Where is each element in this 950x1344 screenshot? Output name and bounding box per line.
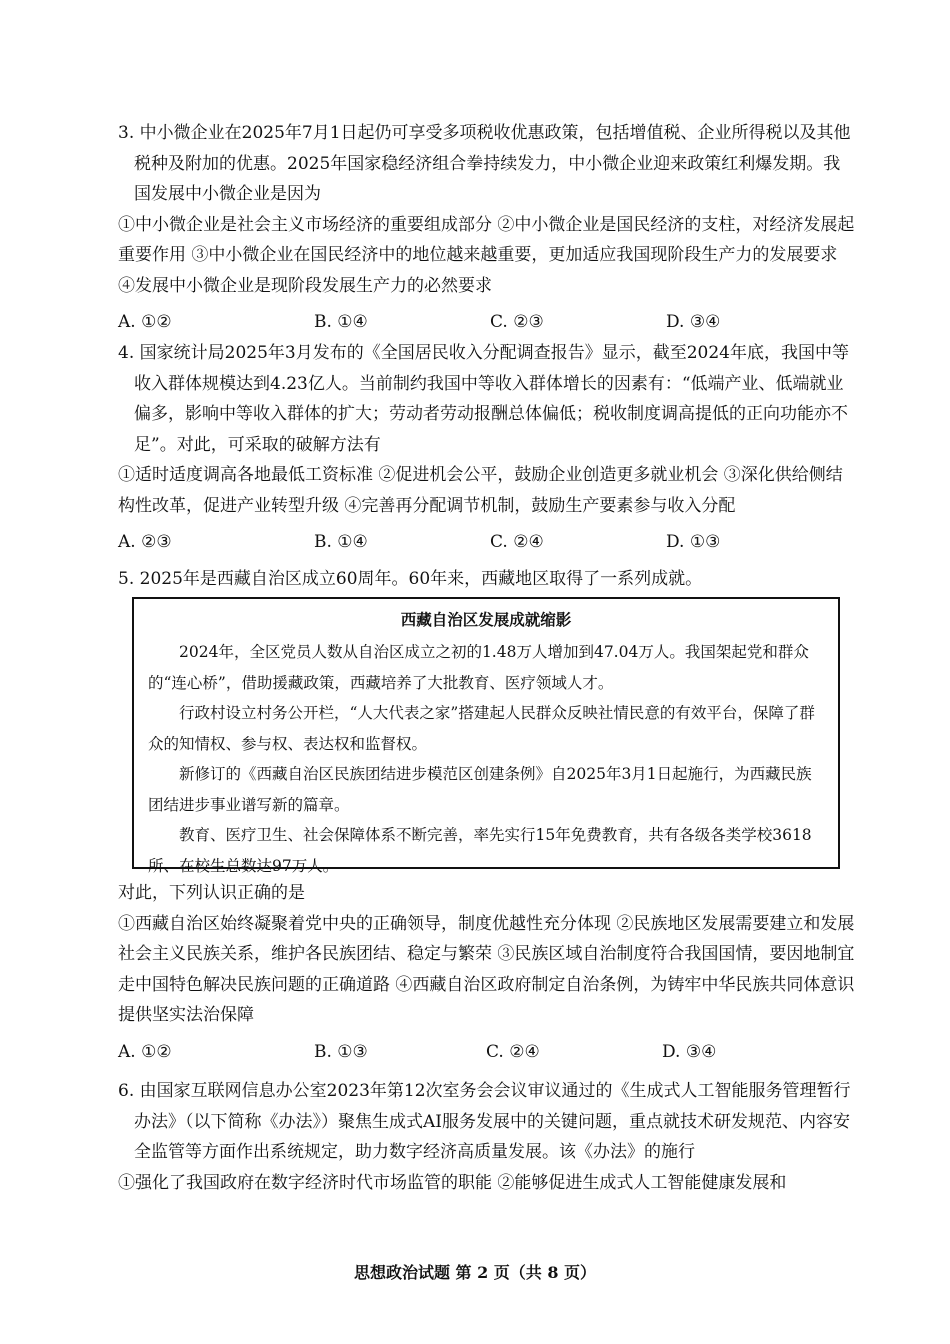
question-4-stem: 4. 国家统计局2025年3月发布的《全国居民收入分配调查报告》显示，截至2024年底，我国中等收入群体规模达到4.23亿人。当前制约我国中等收入群体增长的因素有：“低端产业、低端就业偏多，影响中等收入群体的扩大；劳动者劳动报酬总体偏低；税收制度调高提低的正向功能亦不足”。对此，可采取的破解方法有 xyxy=(118,343,849,455)
question-5-prompt: 对此，下列认识正确的是 xyxy=(118,883,305,903)
question-4-options xyxy=(118,527,856,558)
question-5-stem-block xyxy=(118,564,856,595)
question-6 xyxy=(118,1076,856,1198)
question-5-stem: 5. 2025年是西藏自治区成立60周年。60年来，西藏地区取得了一系列成就。 xyxy=(118,569,703,589)
option-d: D. ③④ xyxy=(662,1041,717,1062)
tibet-achievements-box xyxy=(132,597,840,875)
option-b: B. ①④ xyxy=(314,532,368,552)
question-5-body xyxy=(118,878,856,1067)
option-d: D. ③④ xyxy=(666,312,721,332)
page-footer: 思想政治试题 第 2 页（共 8 页） xyxy=(353,1263,597,1282)
box-paragraph-3: 新修订的《西藏自治区民族团结进步模范区创建条例》自2025年3月1日起施行，为西藏民族团结进步事业谱写新的篇章。 xyxy=(148,765,812,814)
question-3-statements: ①中小微企业是社会主义市场经济的重要组成部分 ②中小微企业是国民经济的支柱，对经济发展起重要作用 ③中小微企业在国民经济中的地位越来越重要，更加适应我国现阶段生产力的发展要求 ④发展中小微企业是现阶段发展生产力的必然要求 xyxy=(118,214,855,296)
question-3-options xyxy=(118,307,856,338)
question-6-stem: 6. 由国家互联网信息办公室2023年第12次室务会会议审议通过的《生成式人工智能服务管理暂行办法》（以下简称《办法》）聚焦生成式AI服务发展中的关键问题，重点就技术研发规范、内容安全监管等方面作出系统规定，助力数字经济高质量发展。该《办法》的施行 xyxy=(118,1081,851,1162)
option-c: C. ②④ xyxy=(486,1041,540,1062)
question-5-options xyxy=(118,1037,856,1068)
question-4 xyxy=(118,338,856,558)
question-6-statements: ①强化了我国政府在数字经济时代市场监管的职能 ②能够促进生成式人工智能健康发展和 xyxy=(118,1172,787,1193)
option-d: D. ①③ xyxy=(666,532,721,552)
option-c: C. ②④ xyxy=(490,532,544,552)
box-paragraph-2: 行政村设立村务公开栏，“人大代表之家”搭建起人民群众反映社情民意的有效平台，保障了群众的知情权、参与权、表达权和监督权。 xyxy=(148,704,815,753)
option-c: C. ②③ xyxy=(490,312,544,332)
question-3-stem: 3. 中小微企业在2025年7月1日起仍可享受多项税收优惠政策，包括增值税、企业所得税以及其他税种及附加的优惠。2025年国家稳经济组合拳持续发力，中小微企业迎来政策红利爆发期。我国发展中小微企业是因为 xyxy=(118,123,851,204)
question-5-statements: ①西藏自治区始终凝聚着党中央的正确领导，制度优越性充分体现 ②民族地区发展需要建立和发展社会主义民族关系，维护各民族团结、稳定与繁荣 ③民族区域自治制度符合我国国情，要因地制宜走中国特色解决民族问题的正确道路 ④西藏自治区政府制定自治条例，为铸牢中华民族共同体意识提供坚实法治保障 xyxy=(118,913,855,1025)
box-title: 西藏自治区发展成就缩影 xyxy=(400,610,572,629)
box-paragraph-1: 2024年，全区党员人数从自治区成立之初的1.48万人增加到47.04万人。我国架起党和群众的“连心桥”，借助援藏政策，西藏培养了大批教育、医疗领域人才。 xyxy=(148,643,809,692)
box-paragraph-4: 教育、医疗卫生、社会保障体系不断完善，率先实行15年免费教育，共有各级各类学校3618所、在校生总数达97万人。 xyxy=(148,826,812,875)
option-a: A. ②③ xyxy=(118,532,172,552)
option-a: A. ①② xyxy=(118,312,172,332)
option-b: B. ①④ xyxy=(314,312,368,332)
question-4-statements: ①适时适度调高各地最低工资标准 ②促进机会公平，鼓励企业创造更多就业机会 ③深化供给侧结构性改革，促进产业转型升级 ④完善再分配调节机制，鼓励生产要素参与收入分配 xyxy=(118,465,843,516)
option-b: B. ①③ xyxy=(314,1041,368,1062)
option-a: A. ①② xyxy=(118,1041,172,1062)
question-3 xyxy=(118,118,856,338)
